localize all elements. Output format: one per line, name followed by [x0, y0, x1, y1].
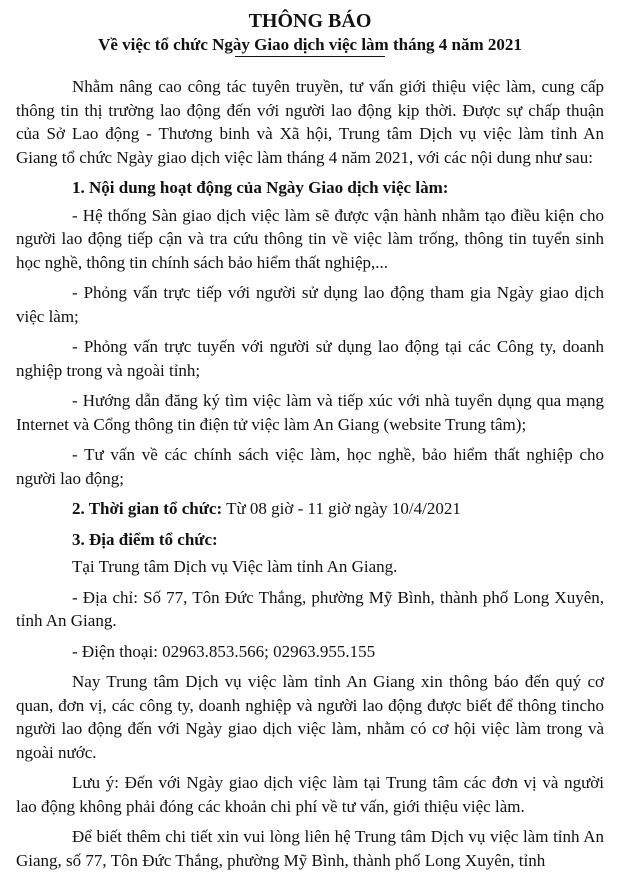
- section-3-phone: - Điện thoại: 02963.853.566; 02963.955.155: [72, 641, 376, 661]
- section-1-item: - Hướng dẫn đăng ký tìm việc làm và tiếp xúc với nhà tuyển dụng qua mạng Internet và Cổng thông tin điện tử việc làm An Giang (website Trung tâm);: [16, 391, 604, 434]
- section-1-item: - Tư vấn về các chính sách việc làm, học nghề, bảo hiểm thất nghiệp cho người lao động;: [16, 445, 604, 488]
- section-3-address: - Địa chỉ: Số 77, Tôn Đức Thắng, phường Mỹ Bình, thành phố Long Xuyên, tỉnh An Giang.: [16, 587, 604, 630]
- document-title: THÔNG BÁO: [248, 10, 372, 32]
- contact-paragraph: Để biết thêm chi tiết xin vui lòng liên hệ Trung tâm Dịch vụ việc làm tỉnh An Giang, số 77, Tôn Đức Thắng, phường Mỹ Bình, thành phố Long Xuyên, tỉnh: [16, 827, 604, 870]
- section-3-place: Tại Trung tâm Dịch vụ Việc làm tỉnh An Giang.: [72, 557, 398, 576]
- document-subtitle: Về việc tổ chức Ngày Giao dịch việc làm tháng 4 năm 2021: [98, 35, 522, 54]
- title-underline: [235, 56, 385, 57]
- section-2-time: [16, 497, 604, 521]
- intro-paragraph: Nhằm nâng cao công tác tuyên truyền, tư vấn giới thiệu việc làm, cung cấp thông tin thị trường lao động đến với người lao động kịp thời. Được sự chấp thuận của Sở Lao động - Thương binh và Xã hội, Trung tâm Dịch vụ việc làm tỉnh An Giang tổ chức Ngày giao dịch việc làm tháng 4 năm 2021, với các nội dung như sau:: [16, 77, 604, 167]
- section-1-item: - Phỏng vấn trực tuyến với người sử dụng lao động tại các Công ty, doanh nghiệp trong và ngoài tỉnh;: [16, 337, 604, 380]
- section-1-heading: 1. Nội dung hoạt động của Ngày Giao dịch việc làm:: [72, 178, 449, 197]
- closing-paragraph: Nay Trung tâm Dịch vụ việc làm tỉnh An Giang xin thông báo đến quý cơ quan, đơn vị, các công ty, doanh nghiệp và người lao động được biết để thông tincho người lao động đến với Ngày giao dịch việc làm, nhằm có cơ hội việc làm trong và ngoài nước.: [16, 672, 604, 762]
- section-1-item: - Phỏng vấn trực tiếp với người sử dụng lao động tham gia Ngày giao dịch việc làm;: [16, 283, 604, 326]
- section-2-label: 2. Thời gian tổ chức:: [72, 499, 223, 518]
- section-3-heading: 3. Địa điểm tổ chức:: [72, 529, 218, 549]
- section-1-item: - Hệ thống Sàn giao dịch việc làm sẽ được vận hành nhằm tạo điều kiện cho người lao động tiếp cận và tra cứu thông tin về việc làm trống, thông tin tuyển sinh học nghề, thông tin chính sách bảo hiểm thất nghiệp,...: [16, 205, 604, 272]
- note-paragraph: Lưu ý: Đến với Ngày giao dịch việc làm tại Trung tâm các đơn vị và người lao động không phải đóng các khoản chi phí về tư vấn, giới thiệu việc làm.: [16, 773, 604, 816]
- section-2-value: Từ 08 giờ - 11 giờ ngày 10/4/2021: [222, 499, 461, 518]
